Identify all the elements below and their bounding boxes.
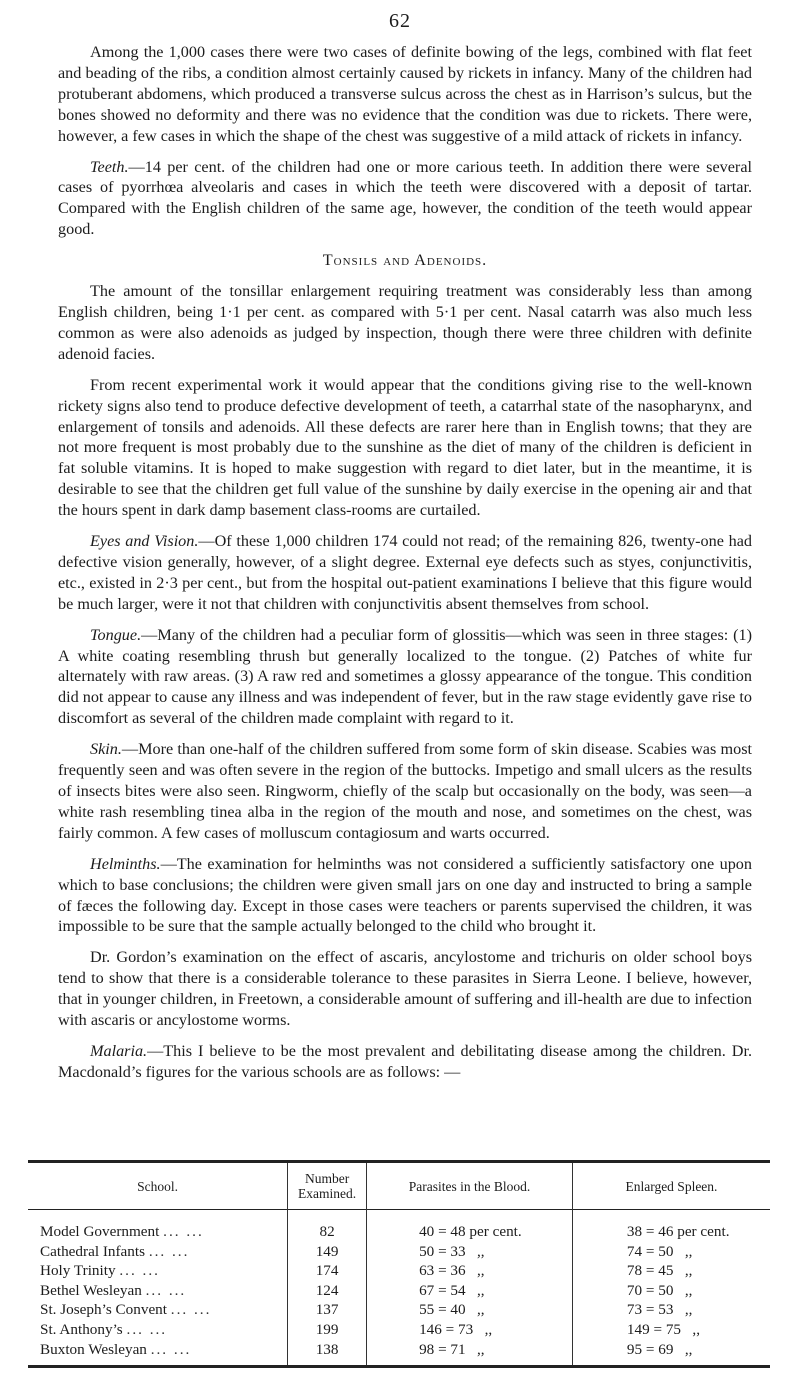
page-number: 62 [389, 10, 411, 32]
cell-number-examined: 138 [288, 1340, 367, 1367]
cell-spleen: 95 = 69 ,, [572, 1340, 770, 1367]
dot-leader: ... ... [170, 1301, 212, 1319]
cell-number-examined: 137 [288, 1300, 367, 1320]
cell-spleen: 38 = 46 per cent. [572, 1210, 770, 1242]
cell-parasites: 63 = 36 ,, [367, 1261, 573, 1281]
school-name: Cathedral Infants [40, 1242, 146, 1260]
cell-parasites: 50 = 33 ,, [367, 1242, 573, 1262]
school-name: Buxton Wesleyan [40, 1340, 147, 1358]
section-title-tonsils: Tonsils and Adenoids. [322, 251, 488, 270]
cell-spleen: 78 = 45 ,, [572, 1261, 770, 1281]
paragraph-eyes [58, 531, 752, 615]
paragraph-eyes-text: —Of these 1,000 children 174 could not read; of the remaining 826, twenty-one had defective vision generally, however, of a slight degree. External eye defects such as styes, conjunctivitis, etc., existed in 2·3 per cent., but from the hospital out-patient examinations I believe that this figure would be much larger, were it not that children with conjunctivitis absent themselves from school. [58, 532, 752, 613]
table-header-row [28, 1162, 770, 1210]
paragraph-teeth-text: —14 per cent. of the children had one or more carious teeth. In addition there were several cases of pyorrhœa alveolaris and cases in which the teeth were discovered with a deposit of tartar. Compared with the English children of the same age, however, the condition of the teeth would appear good. [58, 157, 752, 239]
cell-school [28, 1300, 288, 1320]
cell-school [28, 1340, 288, 1367]
cell-spleen: 149 = 75 ,, [572, 1320, 770, 1340]
cell-school [28, 1261, 288, 1281]
paragraph-tongue-text: —Many of the children had a peculiar form of glossitis—which was seen in three stages: (1) A white coating resembling thrush but generally localized to the tongue. (2) Patches of white fur alternately with raw areas. (3) A raw red and sometimes a glossy appearance of the tongue. This condition did not appear to cause any illness and was independent of fever, but in the raw stage evidently gave rise to discomfort as several of the children made complaint with regard to it. [58, 625, 752, 728]
dot-leader: ... ... [150, 1340, 192, 1358]
cell-parasites: 40 = 48 per cent. [367, 1210, 573, 1242]
paragraph-tongue [58, 625, 752, 730]
section-heading-eyes: Eyes and Vision. [90, 532, 199, 551]
table-row [28, 1242, 770, 1262]
cell-number-examined: 82 [288, 1210, 367, 1242]
paragraph-legs: Among the 1,000 cases there were two cases of definite bowing of the legs, combined with flat feet and beading of the ribs, a condition almost certainly caused by rickets in infancy. Many of the children had protuberant abdomens, which produced a transverse sulcus across the chest as in Harrison’s sulcus, but the bones showed no deformity and there was no evidence that the condition was due to rickets. There were, however, a few cases in which the shape of the chest was suggestive of a mild attack of rickets in infancy. [58, 43, 752, 145]
section-heading-helminths: Helminths. [90, 854, 161, 873]
section-heading-skin: Skin. [90, 740, 122, 759]
section-heading-teeth: Teeth. [90, 157, 129, 176]
section-heading-malaria: Malaria. [90, 1041, 148, 1060]
school-name: St. Anthony’s [40, 1320, 123, 1338]
cell-school [28, 1320, 288, 1340]
table-row [28, 1340, 770, 1367]
cell-number-examined: 124 [288, 1281, 367, 1301]
cell-number-examined: 199 [288, 1320, 367, 1340]
cell-school [28, 1281, 288, 1301]
cell-parasites: 55 = 40 ,, [367, 1300, 573, 1320]
header-spleen: Enlarged Spleen. [572, 1162, 770, 1210]
cell-spleen: 73 = 53 ,, [572, 1300, 770, 1320]
table-row [28, 1281, 770, 1301]
paragraph-tonsils: The amount of the tonsillar enlargement requiring treatment was considerably less than among English children, being 1·1 per cent. as compared with 5·1 per cent. Nasal catarrh was also much less common as were also adenoids as judged by inspection, though there were three children with definite adenoid facies. [58, 282, 752, 363]
paragraph-helminths [58, 854, 752, 938]
cell-number-examined: 174 [288, 1261, 367, 1281]
malaria-table [28, 1160, 770, 1368]
cell-parasites: 67 = 54 ,, [367, 1281, 573, 1301]
cell-school [28, 1242, 288, 1262]
dot-leader: ... ... [148, 1242, 190, 1260]
table-row [28, 1320, 770, 1340]
header-parasites: Parasites in the Blood. [367, 1162, 573, 1210]
paragraph-skin [58, 739, 752, 844]
cell-school [28, 1210, 288, 1242]
dot-leader: ... ... [126, 1320, 168, 1338]
paragraph-experimental: From recent experimental work it would appear that the conditions giving rise to the well-known rickety signs also tend to produce defective development of teeth, a catarrhal state of the nasopharynx, and enlargement of tonsils and adenoids. All these defects are rarer here than in English towns; that they are not more frequent is most probably due to the sunshine as the diet of many of the children is deficient in fat soluble vitamins. It is hoped to make suggestion with regard to diet later, but in the meantime, it is desirable to see that the children get full value of the sunshine by daily exercise in the opening air and that the hours spent in dark damp basement class-rooms are curtailed. [58, 375, 752, 520]
school-name: Holy Trinity [40, 1262, 116, 1280]
school-name: Model Government [40, 1223, 160, 1240]
dot-leader: ... ... [119, 1262, 160, 1280]
section-heading-tongue: Tongue. [90, 625, 142, 644]
school-name: St. Joseph’s Convent [40, 1301, 167, 1319]
cell-parasites: 146 = 73 ,, [367, 1320, 573, 1340]
dot-leader: ... ... [163, 1223, 204, 1240]
school-name: Bethel Wesleyan [40, 1281, 142, 1299]
cell-spleen: 74 = 50 ,, [572, 1242, 770, 1262]
dot-leader: ... ... [145, 1281, 187, 1299]
paragraph-skin-text: —More than one-half of the children suffered from some form of skin disease. Scabies was most frequently seen and was often severe in the region of the buttocks. Impetigo and small ulcers as the results of insects bites were also seen. Ringworm, chiefly of the scalp but occasionally on the body, was seen—a white rash resembling tinea alba in the region of the mouth and nose, and sometimes on the chest, was fairly common. A few cases of molluscum contagiosum and warts occurred. [58, 740, 752, 842]
header-school: School. [137, 1178, 178, 1194]
header-number-examined: Number Examined. [288, 1162, 367, 1210]
table-row [28, 1300, 770, 1320]
table-row [28, 1261, 770, 1281]
document-body [58, 42, 752, 1091]
paragraph-malaria [58, 1041, 752, 1083]
paragraph-malaria-text: —This I believe to be the most prevalent and debilitating disease among the children. Dr. Macdonald’s figures for the various schools are as follows: — [58, 1041, 752, 1081]
paragraph-teeth [58, 157, 752, 241]
cell-parasites: 98 = 71 ,, [367, 1340, 573, 1367]
paragraph-gordon: Dr. Gordon’s examination on the effect of ascaris, ancylostome and trichuris on older school boys tend to show that there is a considerable tolerance to these parasites in Sierra Leone. I believe, however, that in younger children, in Freetown, a considerable amount of suffering and ill-health are due to infection with ascaris or ancylostome worms. [58, 948, 752, 1030]
table-row [28, 1210, 770, 1242]
cell-spleen: 70 = 50 ,, [572, 1281, 770, 1301]
cell-number-examined: 149 [288, 1242, 367, 1262]
paragraph-helminths-text: —The examination for helminths was not considered a sufficiently satisfactory one upon which to base conclusions; the children were given small jars on one day and instructed to bring a sample of fæces the following day. Except in those cases were teachers or parents supervised the children, it was impossible to be sure that the sample actually belonged to the child who brought it. [58, 854, 752, 936]
